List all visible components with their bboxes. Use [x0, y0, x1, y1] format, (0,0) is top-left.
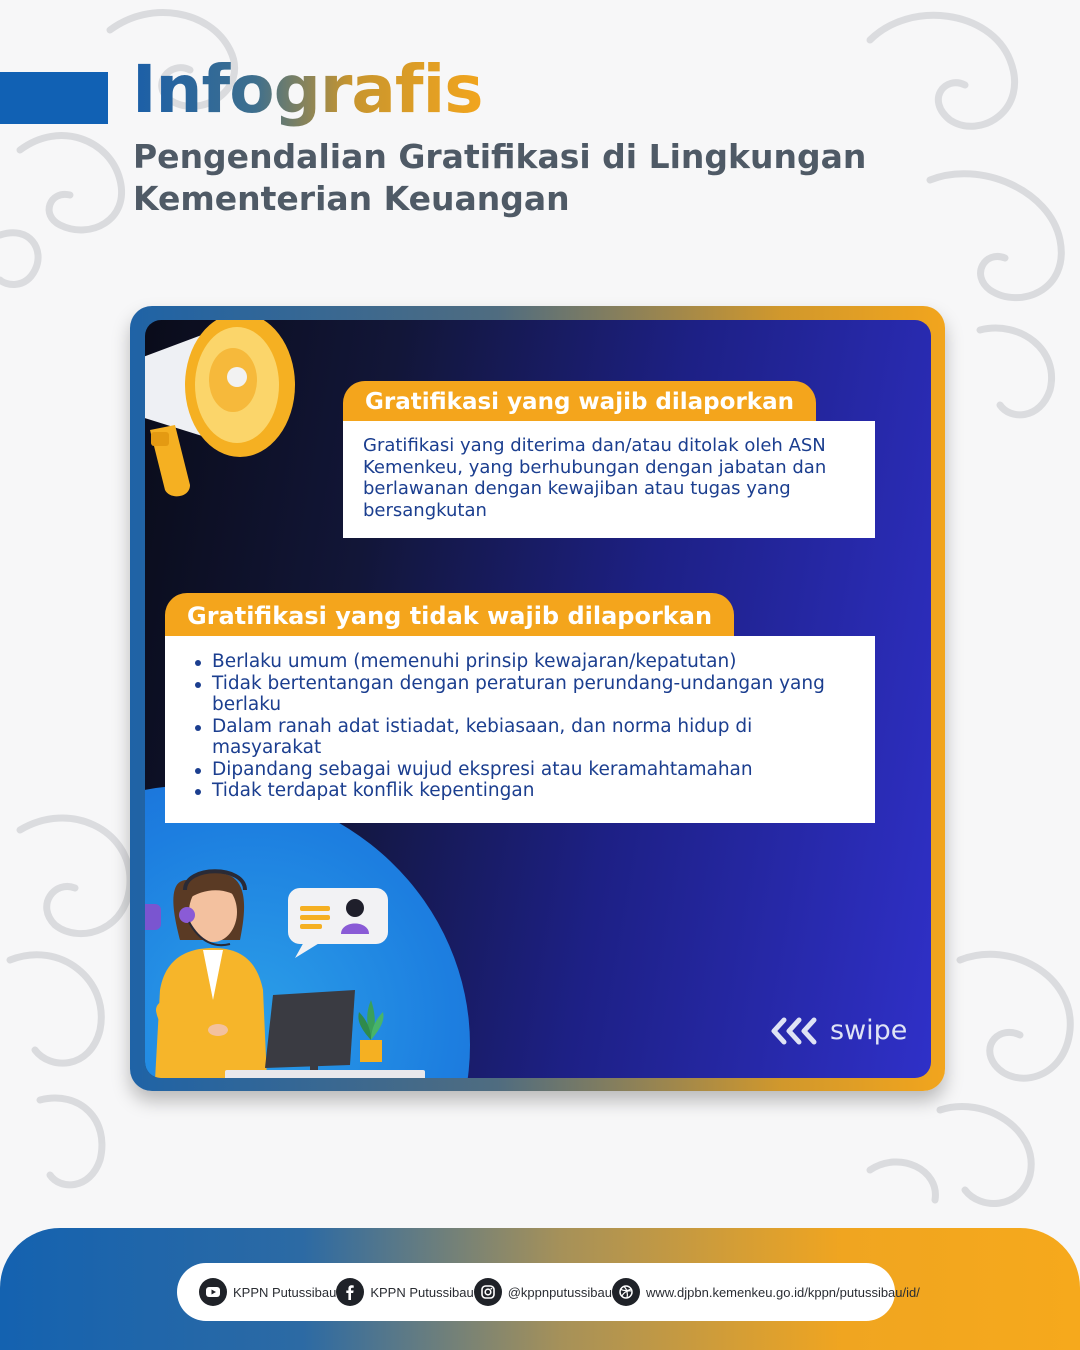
facebook-icon: [336, 1278, 364, 1306]
instagram-icon: [474, 1278, 502, 1306]
list-item: Tidak terdapat konflik kepentingan: [193, 780, 855, 802]
instagram-label: @kppnputussibau: [507, 1284, 612, 1300]
body-wajib-dilaporkan: Gratifikasi yang diterima dan/atau ditolak oleh ASN Kemenkeu, yang berhubungan dengan jabatan dan berlawanan dengan kewajiban atau tugas yang bersangkutan: [343, 421, 875, 538]
youtube-icon: [199, 1278, 227, 1306]
infographic-card: [145, 320, 931, 1078]
website-link[interactable]: [612, 1278, 920, 1306]
list-item: Dipandang sebagai wujud ekspresi atau keramahtamahan: [193, 759, 855, 781]
website-label: www.djpbn.kemenkeu.go.id/kppn/putussibau/id/: [645, 1284, 920, 1300]
megaphone-icon: [145, 320, 305, 505]
list-item: Berlaku umum (memenuhi prinsip kewajaran/kepatutan): [193, 651, 855, 673]
youtube-label: KPPN Putussibau: [233, 1284, 337, 1300]
customer-service-illustration: [145, 860, 435, 1078]
page-subtitle: Pengendalian Gratifikasi di Lingkungan Kementerian Keuangan: [133, 137, 867, 218]
heading-tidak-wajib-dilaporkan: Gratifikasi yang tidak wajib dilaporkan: [165, 593, 734, 639]
facebook-label: KPPN Putussibau: [370, 1284, 474, 1300]
swipe-hint[interactable]: [770, 1015, 907, 1046]
youtube-link[interactable]: [199, 1278, 336, 1306]
facebook-link[interactable]: [336, 1278, 473, 1306]
globe-icon: [612, 1278, 640, 1306]
page-title: Infografis: [132, 51, 483, 128]
header-accent-bar: [0, 72, 108, 124]
footer-social-bar: [177, 1263, 920, 1321]
list-item: Tidak bertentangan dengan peraturan perundang-undangan yang berlaku: [193, 673, 855, 716]
list-item: Dalam ranah adat istiadat, kebiasaan, dan norma hidup di masyarakat: [193, 716, 855, 759]
swipe-label: swipe: [830, 1015, 908, 1046]
instagram-link[interactable]: [474, 1278, 612, 1306]
chevrons-left-icon: [770, 1016, 822, 1046]
list-tidak-wajib-dilaporkan: [165, 636, 875, 823]
heading-wajib-dilaporkan: Gratifikasi yang wajib dilaporkan: [343, 381, 816, 423]
